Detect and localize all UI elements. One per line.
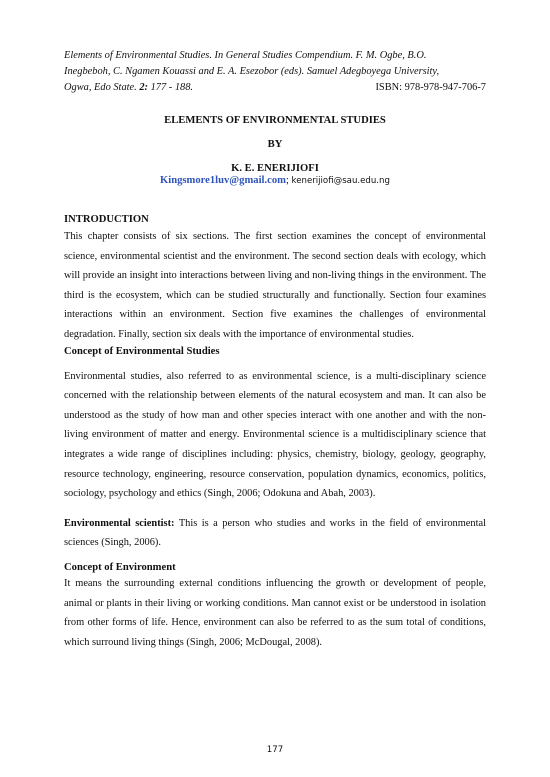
author-name: K. E. ENERIJIOFI — [231, 163, 319, 174]
environment-heading: Concept of Environment — [64, 561, 176, 573]
scientist-paragraph — [64, 514, 486, 553]
secondary-email: kenerijiofi@sau.edu.ng — [291, 176, 390, 186]
introduction-heading: INTRODUCTION — [64, 214, 149, 225]
primary-email-link[interactable]: Kingsmore1luv@gmail.com — [160, 175, 286, 186]
citation-line-3 — [64, 80, 486, 96]
concept-heading: Concept of Environmental Studies — [64, 345, 220, 357]
citation-volume: 2: — [139, 82, 148, 93]
citation-publisher-info — [64, 80, 193, 96]
environment-paragraph: It means the surrounding external conditions influencing the growth or development of people, animal or plants in their living or working conditions. Man cannot exist or be understood in isolation from other forms of life. Hence, environment can also be referred to as the sum total of conditions, which surround living things (Singh, 2006; McDougal, 2008). — [64, 577, 486, 648]
concept-paragraph: Environmental studies, also referred to as environmental science, is a multi-disciplinary science concerned with the relationship between elements of the natural ecosystem and man. It can also be understood as the study of how man and other species interact with one another and with the non-living environment of matter and energy. Environmental science is a multidisciplinary science that integrates a wide range of disciplines including: physics, chemistry, biology, geology, geography, resource technology, engineering, resource conservation, population dynamics, economics, politics, sociology, psychology and ethics (Singh, 2006; Odokuna and Abah, 2003). — [64, 370, 486, 500]
scientist-term: Environmental scientist: — [64, 517, 175, 529]
citation-header — [64, 48, 486, 96]
citation-isbn: ISBN: 978-978-947-706-7 — [375, 82, 486, 93]
introduction-paragraph: This chapter consists of six sections. The first section examines the concept of environmental science, environmental scientist and the environment. The second section deals with ecology, which will provide an insight into interactions between living and non-living things in the environment. The third is the ecosystem, which can be studied structurally and functionally. Section four examines interactions within an environment. Section five examines the challenges of environmental degradation. Finally, section six deals with the importance of environmental studies. — [64, 231, 486, 340]
page-number: 177 — [266, 745, 284, 755]
citation-place: Ogwa, Edo State. — [64, 82, 137, 93]
citation-line-2: Inegbeboh, C. Ngamen Kouassi and E. A. Esezobor (eds). Samuel Adegboyega University, — [64, 66, 440, 77]
citation-pages: 177 - 188. — [150, 82, 194, 93]
document-title: ELEMENTS OF ENVIRONMENTAL STUDIES — [164, 115, 386, 126]
email-separator: ; — [285, 175, 289, 186]
scientist-definition: This is a person who studies and works in the field of environmental sciences (Singh, 2006). — [64, 517, 486, 549]
citation-line-1: Elements of Environmental Studies. In General Studies Compendium. F. M. Ogbe, B.O. — [64, 50, 427, 61]
byline: BY — [267, 139, 283, 150]
author-emails — [64, 175, 486, 186]
